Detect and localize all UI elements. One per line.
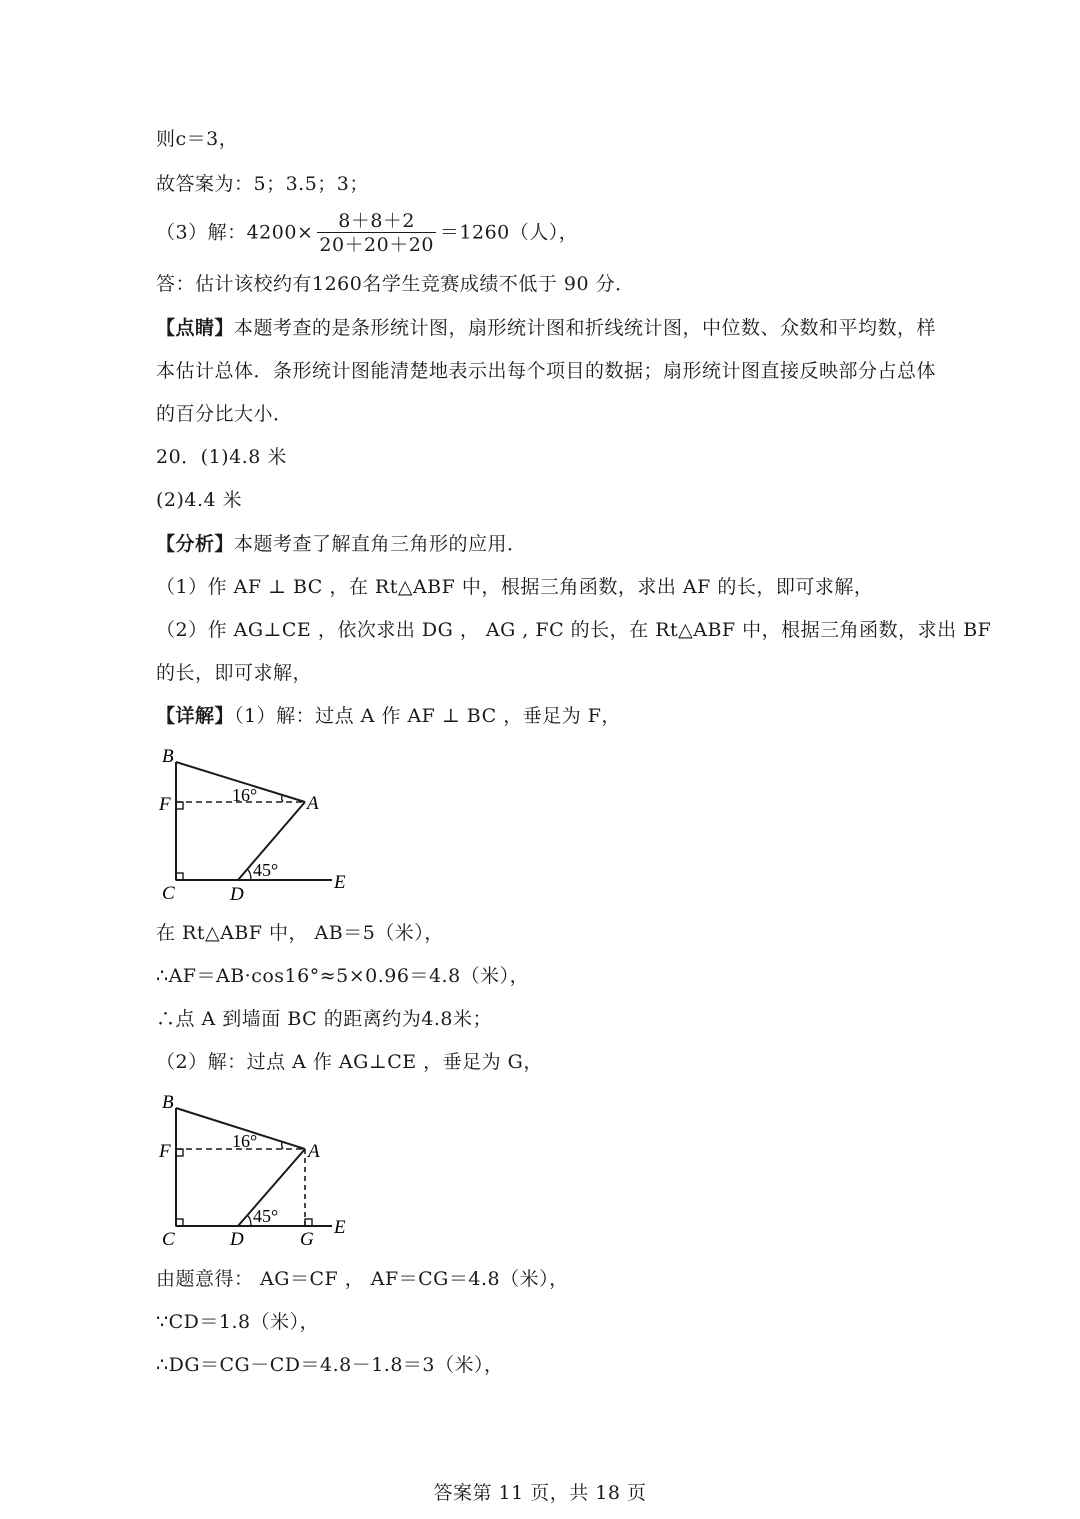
text-line: 则c＝3， [156,128,239,150]
remark-tag: 【点睛】 [156,317,235,339]
geometry-figure-1 [150,740,360,905]
label-B: B [162,746,174,767]
label-E: E [334,1217,346,1238]
label-A: A [307,793,319,814]
analysis-line [156,531,527,557]
label-E: E [334,872,346,893]
label-B: B [162,1092,174,1113]
text-line: ∴AF＝AB·cos16°≈5×0.96＝4.8（米）， [156,965,530,987]
text-line: ∴DG＝CG－CD＝4.8－1.8＝3（米）， [156,1354,504,1376]
remark-line [156,315,936,341]
text-line: （2）解：过点 A 作 AG⊥CE ，垂足为 G， [156,1051,543,1073]
right-angle-mark-F [176,1149,183,1156]
angle-label-45: 45° [253,1206,279,1226]
right-angle-mark-F [176,802,183,809]
label-F: F [159,794,171,815]
analysis-tag: 【分析】 [156,533,235,555]
text-line: 答：估计该校约有1260名学生竞赛成绩不低于 90 分． [156,273,635,295]
text-line: 的百分比大小． [156,403,293,425]
analysis-text: 本题考查了解直角三角形的应用． [234,533,527,555]
label-D: D [230,884,244,905]
fraction-prefix: （3）解：4200× [156,221,314,244]
fraction [317,210,436,257]
label-G: G [300,1229,314,1250]
angle-label-16: 16° [232,1131,258,1151]
text-line: （2）作 AG⊥CE ，依次求出 DG ， AG , FC 的长，在 Rt△ABF 中，根据三角函数，求出 BF [156,619,992,641]
fraction-line [156,210,578,257]
answer-line: 20．(1)4.8 米 [156,446,287,468]
page-footer: 答案第 11 页，共 18 页 [433,1482,647,1504]
label-C: C [162,1229,175,1250]
label-C: C [162,883,175,904]
text-line: ∵CD＝1.8（米）， [156,1311,320,1333]
right-angle-mark-C [176,1219,183,1226]
label-D: D [230,1229,244,1250]
label-F: F [159,1141,171,1162]
text-line: 本估计总体．条形统计图能清楚地表示出每个项目的数据；扇形统计图直接反映部分占总体 [156,360,937,382]
text-line: ∴点 A 到墙面 BC 的距离约为4.8米； [156,1008,492,1030]
remark-text: 本题考查的是条形统计图，扇形统计图和折线统计图，中位数、众数和平均数，样 [234,317,937,339]
angle-arc-16 [282,1142,283,1149]
angle-arc-45 [247,869,251,880]
text-line: 故答案为：5；3.5；3； [156,173,369,195]
fraction-denominator: 20＋20＋20 [319,234,434,256]
angle-label-45: 45° [253,860,279,880]
text-line: 在 Rt△ABF 中， AB＝5（米）， [156,922,444,944]
angle-label-16: 16° [232,785,258,805]
answer-line: (2)4.4 米 [156,489,243,511]
label-A: A [308,1141,320,1162]
detail-text: （1）解：过点 A 作 AF ⊥ BC ，垂足为 F， [234,705,621,727]
detail-line [156,703,621,729]
geometry-figure-2 [150,1088,360,1253]
right-angle-mark-C [176,873,183,880]
text-line: 由题意得： AG＝CF ， AF＝CG＝4.8（米）， [156,1268,569,1290]
right-angle-mark-G [305,1219,312,1226]
fraction-suffix: ＝1260（人）， [439,221,579,244]
angle-arc-45 [247,1215,251,1226]
detail-tag: 【详解】 [156,705,235,727]
text-line: 的长，即可求解， [156,662,313,684]
text-line: （1）作 AF ⊥ BC ，在 Rt△ABF 中，根据三角函数，求出 AF 的长，即可求解， [156,576,874,598]
fraction-numerator: 8＋8＋2 [317,210,436,233]
